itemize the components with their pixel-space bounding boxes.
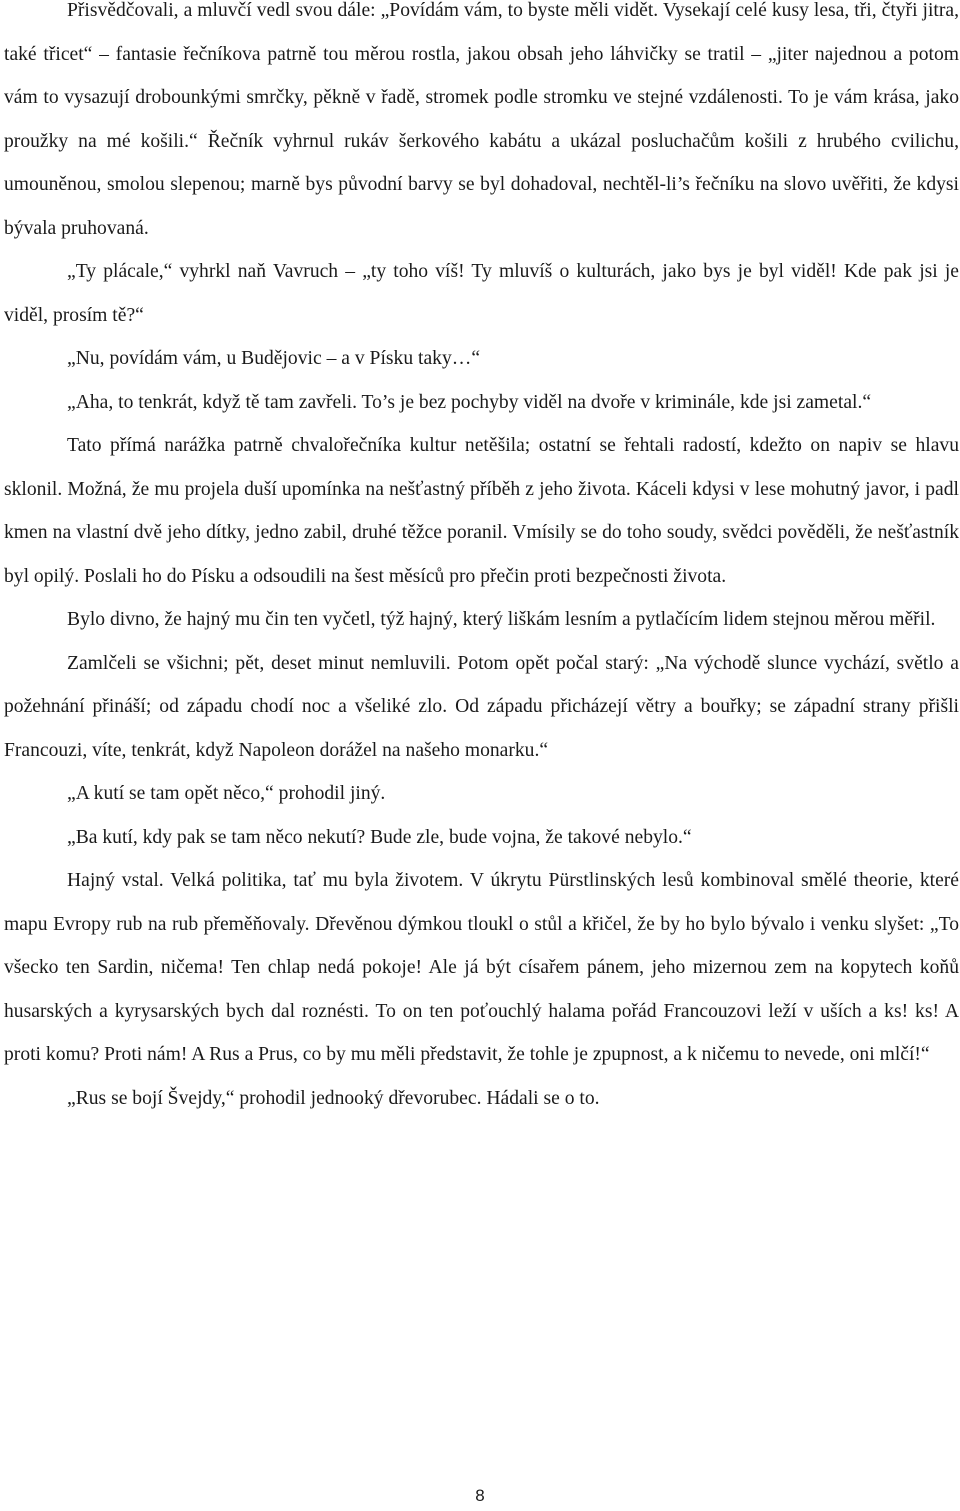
paragraph-9: „Ba kutí, kdy pak se tam něco nekutí? Bude zle, bude vojna, že takové nebylo.“	[67, 826, 692, 848]
paragraph-1: Přisvědčovali, a mluvčí vedl svou dále: „Povídám vám, to byste měli vidět. Vysekají celé kusy lesa, tři, čtyři jitra, také třicet“ – fantasie řečníkova patrně tou měrou rostla, jakou obsah jeho láhvičky se tratil – „jiter najednou a potom vám to vysazují drobounkými smrčky, pěkně v řadě, stromek podle stromku ve stejné vzdálenosti. To je vám krása, jako proužky na mé košili.“ Řečník vyhrnul rukáv šerkového kabátu a ukázal posluchačům košili z hrubého cvilichu, umouněnou, smolou slepenou; marně bys původní barvy se byl dohadoval, nechtěl-li’s řečníku na slovo uvěřiti, že kdysi bývala pruhovaná.	[4, 0, 959, 239]
paragraph-4: „Aha, to tenkrát, když tě tam zavřeli. To’s je bez pochyby viděl na dvoře v kriminále, kde jsi zametal.“	[67, 391, 872, 413]
paragraph-6: Bylo divno, že hajný mu čin ten vyčetl, týž hajný, který liškám lesním a pytlačícím lidem stejnou měrou měřil.	[67, 609, 936, 630]
page-number: 8	[475, 1486, 485, 1505]
paragraph-5: Tato přímá narážka patrně chvalořečníka kultur netěšila; ostatní se řehtali radostí, kdežto on napiv se hlavu sklonil. Možná, že mu projela duší upomínka na nešťastný příběh z jeho života. Káceli kdysi v lese mohutný javor, i padl kmen na vlastní dvě jeho dítky, jedno zabil, druhé těžce poranil. Vmísily se do toho soudy, svědci pověděli, že nešťastník byl opilý. Poslali ho do Písku a odsoudili na šest měsíců pro přečin proti bezpečnosti života.	[4, 435, 959, 587]
paragraph-8: „A kutí se tam opět něco,“ prohodil jiný.	[67, 783, 386, 804]
paragraph-10: Hajný vstal. Velká politika, tať mu byla životem. V úkrytu Pürstlinských lesů kombinoval smělé theorie, které mapu Evropy rub na rub přeměňovaly. Dřevěnou dýmkou tloukl o stůl a křičel, že by ho bylo bývalo i venku slyšet: „To všecko ten Sardin, ničema! Ten chlap nedá pokoje! Ale já být císařem pánem, jeho mizernou zem na kopytech koňů husarských a kyrysarských bych dal roznésti. To on ten poťouchlý halama pořád Francouzovi leží v uších a ks! ks! A proti komu? Proti nám! A Rus a Prus, co by mu měli představit, že tohle je zpupnost, a k ničemu to nevede, oni mlčí!“	[4, 870, 959, 1065]
paragraph-2: „Ty plácale,“ vyhrkl naň Vavruch – „ty toho víš! Ty mluvíš o kulturách, jako bys je byl viděl! Kde pak jsi je viděl, prosím tě?“	[4, 261, 959, 326]
paragraph-7: Zamlčeli se všichni; pět, deset minut nemluvili. Potom opět počal starý: „Na východě slunce vychází, světlo a požehnání přináší; od západu chodí noc a všeliké zlo. Od západu přicházejí větry a bouřky; se západní strany přišli Francouzi, víte, tenkrát, když Napoleon dorážel na našeho monarku.“	[4, 652, 959, 761]
paragraph-11: „Rus se bojí Švejdy,“ prohodil jednooký dřevorubec. Hádali se o to.	[67, 1087, 600, 1109]
paragraph-3: „Nu, povídám vám, u Budějovic – a v Písku taky…“	[67, 348, 481, 369]
body-text	[4, 0, 959, 1120]
